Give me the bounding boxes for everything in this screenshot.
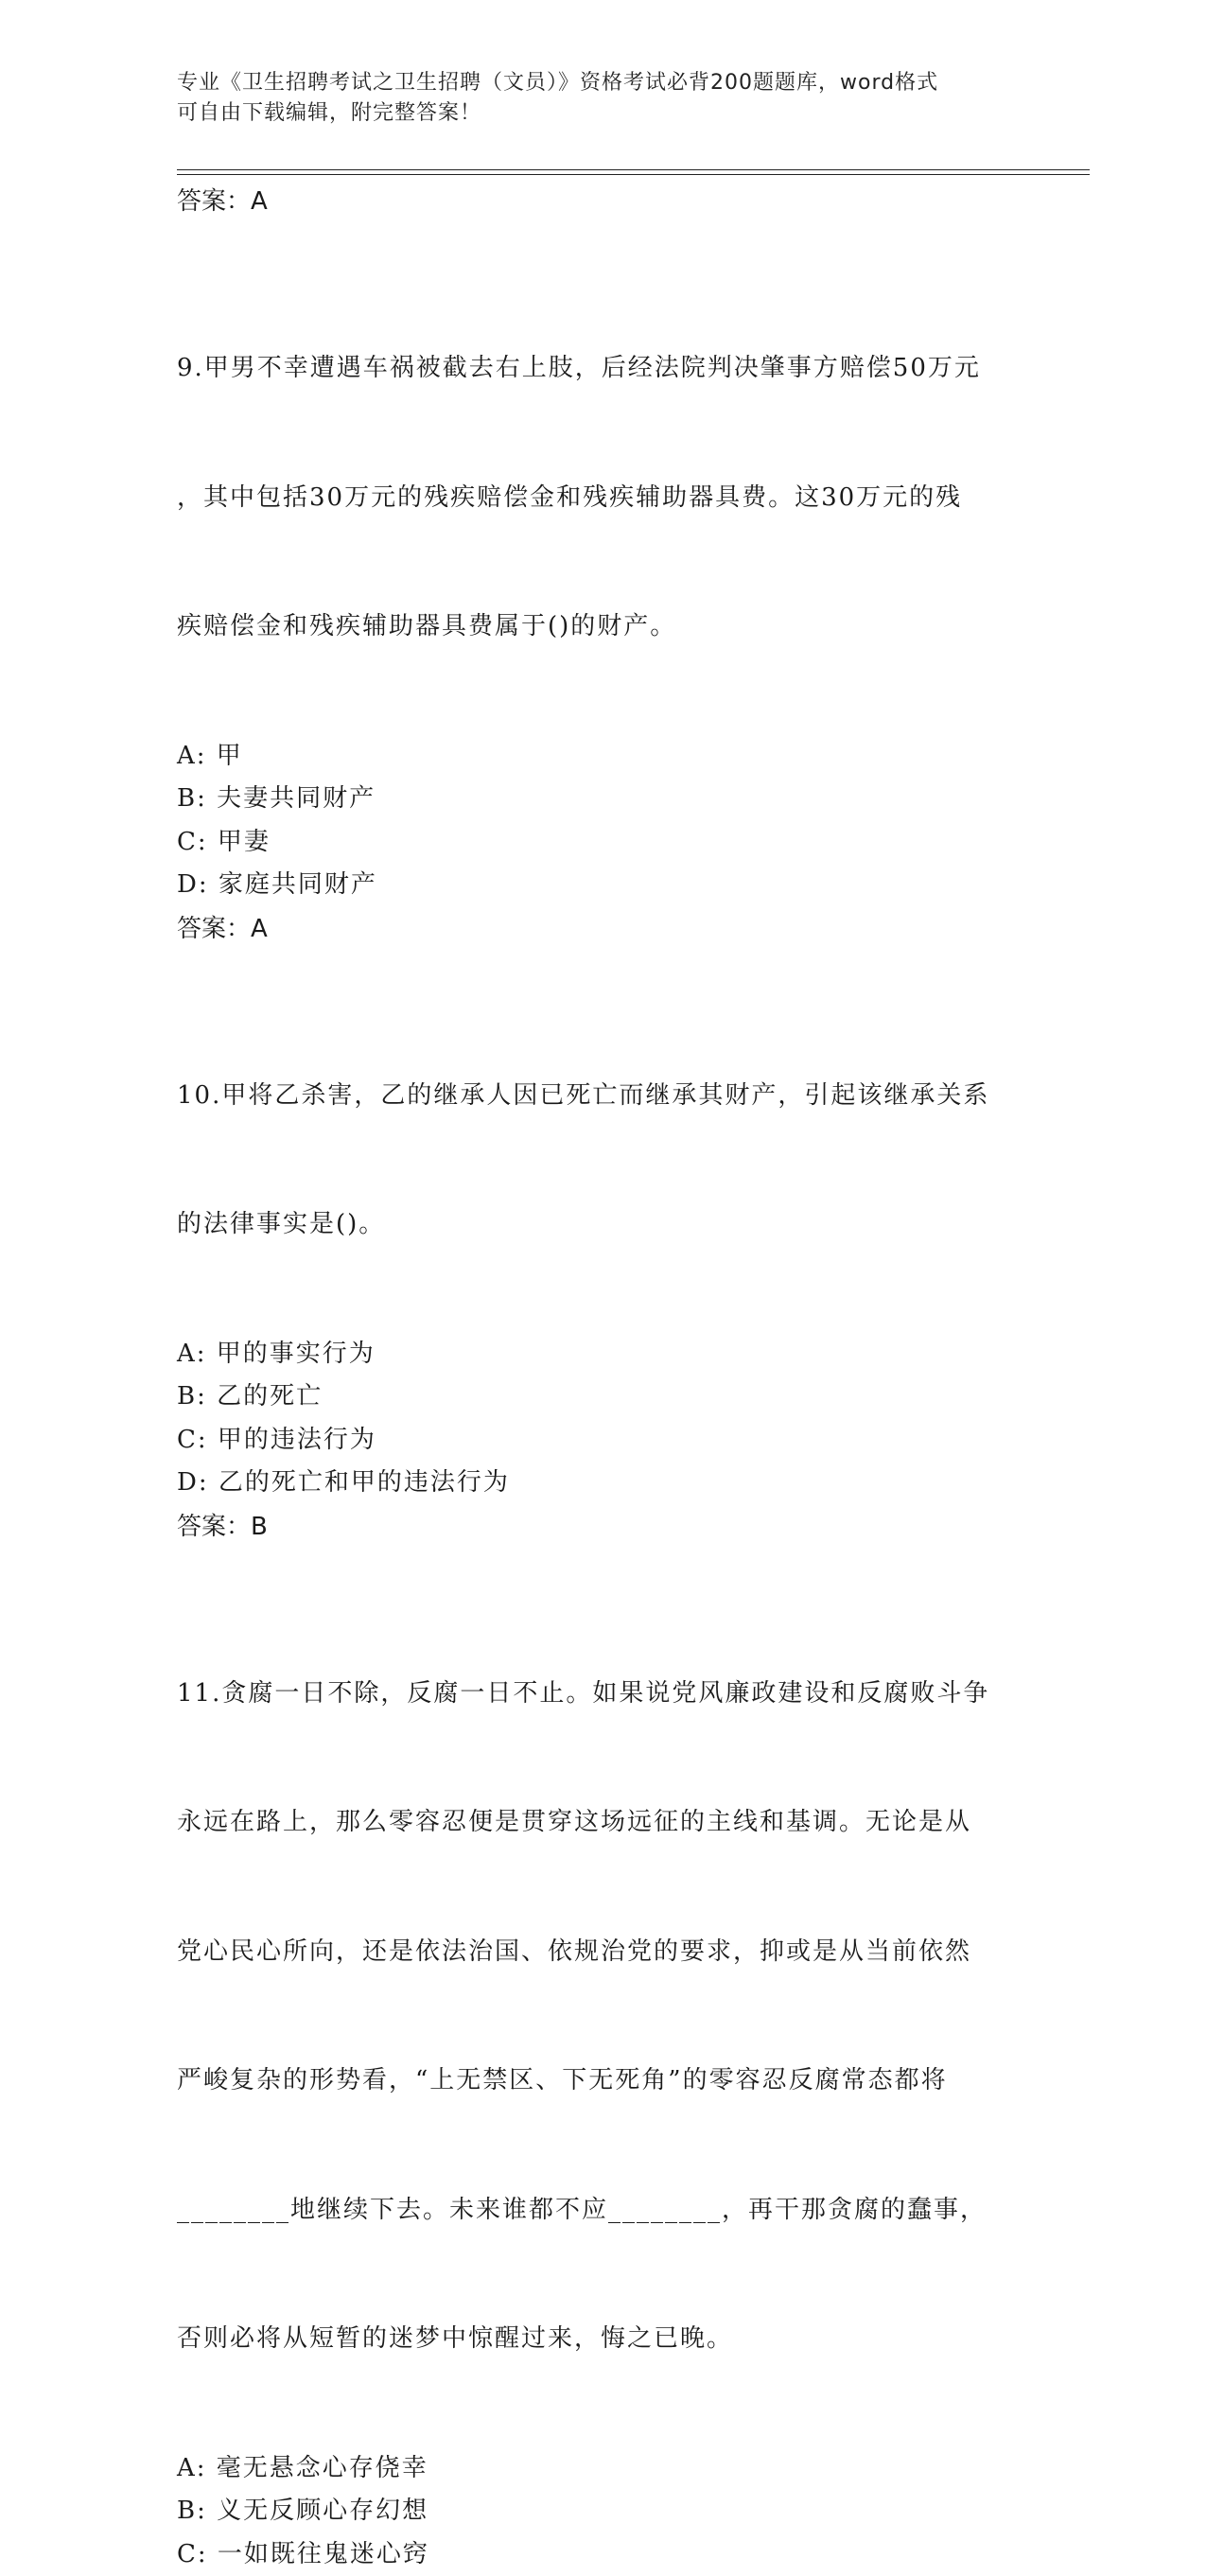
stem-line: 严峻复杂的形势看，“上无禁区、下无死角”的零容忍反腐常态都将: [177, 2059, 1033, 2103]
question-10: [177, 989, 1033, 1549]
document-header: [177, 68, 1028, 129]
header-divider-bottom: [177, 174, 1090, 175]
stem-line: 9.甲男不幸遭遇车祸被截去右上肢，后经法院判决肇事方赔偿50万元: [177, 347, 1033, 391]
question-stem: [177, 261, 1033, 735]
header-divider-top: [177, 169, 1090, 170]
header-line-2: 可自由下载编辑，附完整答案！: [177, 98, 1028, 129]
stem-line: 疾赔偿金和残疾辅助器具费属于()的财产。: [177, 605, 1033, 649]
stem-line: 党心民心所向，还是依法治国、依规治党的要求，抑或是从当前依然: [177, 1931, 1033, 1974]
stem-line: 10.甲将乙杀害，乙的继承人因已死亡而继承其财产，引起该继承关系: [177, 1075, 1033, 1118]
answer-label: 答案：A: [177, 907, 1033, 951]
stem-line: 永远在路上，那么零容忍便是贯穿这场远征的主线和基调。无论是从: [177, 1801, 1033, 1845]
option-d: D: 家庭共同财产: [177, 864, 1033, 907]
option-c: C: 甲的违法行为: [177, 1419, 1033, 1463]
answer-label: 答案：A: [177, 180, 1033, 223]
stem-line: ，其中包括30万元的残疾赔偿金和残疾辅助器具费。这30万元的残: [177, 477, 1033, 520]
document-body: [177, 180, 1033, 2576]
stem-line: 的法律事实是()。: [177, 1203, 1033, 1247]
option-a: A: 甲的事实行为: [177, 1333, 1033, 1376]
option-b: B: 夫妻共同财产: [177, 778, 1033, 821]
option-a: A: 毫无悬念心存侥幸: [177, 2447, 1033, 2491]
option-b: B: 义无反顾心存幻想: [177, 2490, 1033, 2533]
option-b: B: 乙的死亡: [177, 1376, 1033, 1419]
spacer: [177, 223, 1033, 261]
stem-line: ________地继续下去。未来谁都不应________，再干那贪腐的蠢事，: [177, 2189, 1033, 2233]
option-c: C: 甲妻: [177, 821, 1033, 865]
option-a: A: 甲: [177, 735, 1033, 779]
spacer: [177, 951, 1033, 989]
option-c: C: 一如既往鬼迷心窍: [177, 2533, 1033, 2576]
header-line-1: 专业《卫生招聘考试之卫生招聘（文员）》资格考试必背200题题库，word格式: [177, 68, 1028, 98]
question-9: [177, 261, 1033, 951]
option-d: D: 乙的死亡和甲的违法行为: [177, 1462, 1033, 1505]
stem-line: 否则必将从短暂的迷梦中惊醒过来，悔之已晚。: [177, 2318, 1033, 2361]
question-stem: [177, 989, 1033, 1333]
stem-line: 11.贪腐一日不除，反腐一日不止。如果说党风廉政建设和反腐败斗争: [177, 1673, 1033, 1716]
question-stem: [177, 1586, 1033, 2447]
answer-label: 答案：B: [177, 1505, 1033, 1549]
spacer: [177, 1549, 1033, 1586]
question-11: [177, 1586, 1033, 2576]
